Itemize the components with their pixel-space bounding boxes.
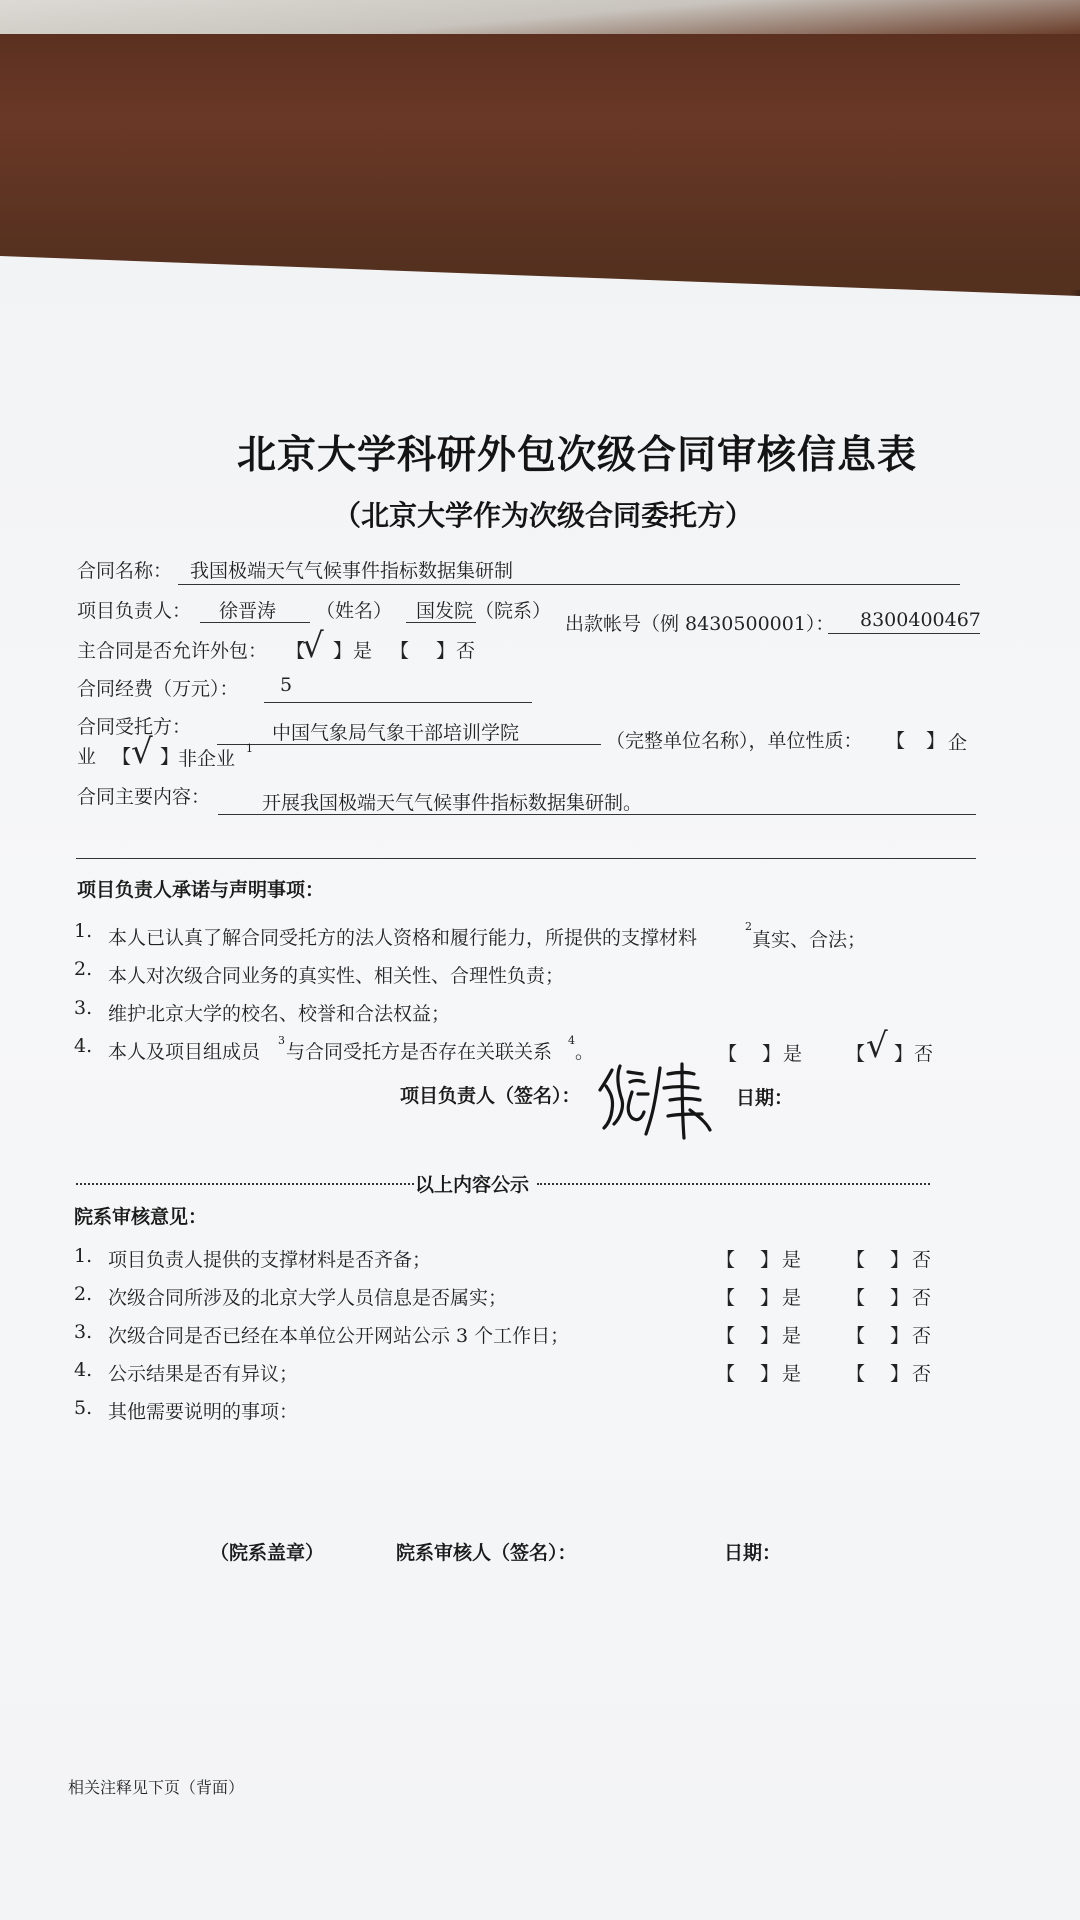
- footnote-marker-4: 4: [568, 1034, 575, 1047]
- account-label: 出款帐号（例 8430500001）：: [565, 613, 835, 635]
- reviewer-signature-label: 院系审核人（签名）：: [396, 1542, 577, 1564]
- fee-value: 5: [280, 674, 293, 696]
- footnote-marker-2: 2: [745, 920, 752, 933]
- pledge-item-1-text-a: 本人已认真了解合同受托方的法人资格和履行能力，所提供的支撑材料: [108, 927, 698, 949]
- pi-signature-label: 项目负责人（签名）：: [400, 1085, 581, 1107]
- divider-right-dots: [537, 1183, 930, 1185]
- review-item-4-text: 公示结果是否有异议；: [108, 1363, 299, 1385]
- divider-left-dots: [76, 1183, 414, 1185]
- pledge-item-4-text-a: 本人及项目组成员: [108, 1041, 261, 1063]
- review-3-yes-label: 是: [782, 1325, 802, 1347]
- review-item-2-num: 2.: [74, 1283, 93, 1305]
- outsourcing-yes-label: 是: [353, 640, 373, 662]
- review-3-no-bracket-close: 】: [890, 1325, 910, 1347]
- review-2-no-label: 否: [912, 1287, 932, 1309]
- nature-enterprise-bracket-open: 【: [886, 730, 906, 752]
- contract-name-value: 我国极端天气气候事件指标数据集研制: [190, 560, 514, 582]
- dept-suffix: （院系）: [475, 600, 552, 622]
- content-value: 开展我国极端天气气候事件指标数据集研制。: [262, 792, 643, 814]
- review-4-no-bracket-open: 【: [846, 1363, 866, 1385]
- outsourcing-yes-bracket-open: 【: [286, 640, 306, 662]
- pledge-item-3-num: 3.: [74, 997, 93, 1019]
- pledge-4-yes-label: 是: [783, 1043, 803, 1065]
- document-subtitle: （北京大学作为次级合同委托方）: [333, 499, 754, 532]
- document-title: 北京大学科研外包次级合同审核信息表: [237, 433, 918, 478]
- outsourcing-yes-bracket-close: 】: [333, 640, 353, 662]
- nature-enterprise-text-b: 业: [77, 746, 97, 768]
- pledge-item-3-text: 维护北京大学的校名、校誉和合法权益；: [108, 1003, 451, 1025]
- footnote-marker-1: 1: [246, 742, 253, 755]
- review-1-yes-bracket-close: 】: [760, 1249, 780, 1271]
- review-item-4-num: 4.: [74, 1359, 93, 1381]
- review-3-yes-bracket-open: 【: [716, 1325, 736, 1347]
- review-item-5-text: 其他需要说明的事项：: [108, 1401, 299, 1423]
- review-4-yes-bracket-open: 【: [716, 1363, 736, 1385]
- fee-underline: [264, 702, 532, 703]
- review-4-yes-label: 是: [782, 1363, 802, 1385]
- nature-nonenterprise-bracket-close: 】: [160, 746, 180, 768]
- desk-background: [0, 0, 1080, 34]
- pledge-4-yes-bracket-close: 】: [762, 1043, 782, 1065]
- pledge-item-4-text-b: 与合同受托方是否存在关联关系: [286, 1041, 553, 1063]
- footnote-marker-3: 3: [278, 1034, 285, 1047]
- review-3-no-bracket-open: 【: [846, 1325, 866, 1347]
- pledge-item-4-num: 4.: [74, 1035, 93, 1057]
- review-2-yes-bracket-open: 【: [716, 1287, 736, 1309]
- review-4-no-label: 否: [912, 1363, 932, 1385]
- outsourcing-no-label: 否: [456, 640, 476, 662]
- pledge-item-1-num: 1.: [74, 920, 93, 942]
- trustee-label: 合同受托方：: [77, 716, 192, 738]
- divider-text: 以上内容公示: [415, 1174, 530, 1196]
- pledge-4-no-bracket-open: 【: [846, 1043, 866, 1065]
- check-mark-non-enterprise: √: [131, 732, 153, 772]
- handwritten-signature: [598, 1058, 748, 1148]
- content-blank-line: [76, 858, 976, 859]
- review-2-no-bracket-close: 】: [890, 1287, 910, 1309]
- dept-value: 国发院: [416, 600, 474, 622]
- trustee-value: 中国气象局气象干部培训学院: [272, 722, 520, 744]
- contract-name-underline: [178, 584, 960, 585]
- outsourcing-no-bracket-open: 【: [390, 640, 410, 662]
- pi-value: 徐晋涛: [219, 600, 277, 622]
- pi-underline: [200, 622, 310, 623]
- nature-enterprise-text-a: 企: [948, 732, 968, 754]
- review-3-yes-bracket-close: 】: [760, 1325, 780, 1347]
- review-date-label: 日期：: [724, 1542, 782, 1564]
- account-value: 8300400467: [860, 609, 981, 631]
- review-2-no-bracket-open: 【: [846, 1287, 866, 1309]
- review-1-yes-bracket-open: 【: [716, 1249, 736, 1271]
- outsourcing-no-bracket-close: 】: [436, 640, 456, 662]
- footer-note: 相关注释见下页（背面）: [68, 1778, 245, 1797]
- pledge-4-yes-bracket-open: 【: [718, 1043, 738, 1065]
- pledge-item-2-num: 2.: [74, 958, 93, 980]
- review-4-yes-bracket-close: 】: [760, 1363, 780, 1385]
- review-3-no-label: 否: [912, 1325, 932, 1347]
- review-2-yes-label: 是: [782, 1287, 802, 1309]
- account-underline: [828, 633, 980, 634]
- review-item-3-text: 次级合同是否已经在本单位公开网站公示 3 个工作日；: [108, 1325, 570, 1347]
- review-1-yes-label: 是: [782, 1249, 802, 1271]
- pledge-item-4-text-c: 。: [575, 1041, 595, 1063]
- pledge-4-no-bracket-close: 】: [894, 1043, 914, 1065]
- content-label: 合同主要内容：: [77, 786, 211, 808]
- check-mark-outsourcing-yes: √: [302, 626, 324, 666]
- review-1-no-bracket-open: 【: [846, 1249, 866, 1271]
- review-1-no-label: 否: [912, 1249, 932, 1271]
- contract-name-label: 合同名称：: [77, 560, 173, 582]
- pi-label: 项目负责人：: [77, 600, 192, 622]
- review-item-5-num: 5.: [74, 1397, 93, 1419]
- dept-underline: [406, 622, 476, 623]
- pi-suffix: （姓名）: [316, 600, 393, 622]
- review-4-no-bracket-close: 】: [890, 1363, 910, 1385]
- nature-nonenterprise-label: 非企业: [178, 748, 236, 770]
- pledge-4-no-label: 否: [914, 1043, 934, 1065]
- nature-nonenterprise-bracket-open: 【: [112, 746, 132, 768]
- review-item-3-num: 3.: [74, 1321, 93, 1343]
- outsourcing-label: 主合同是否允许外包：: [77, 640, 268, 662]
- review-heading: 院系审核意见：: [74, 1206, 208, 1228]
- check-mark-pledge-4-no: √: [866, 1026, 888, 1066]
- pledge-heading: 项目负责人承诺与声明事项：: [77, 879, 325, 901]
- review-item-1-num: 1.: [74, 1245, 93, 1267]
- content-underline: [218, 814, 976, 815]
- review-item-2-text: 次级合同所涉及的北京大学人员信息是否属实；: [108, 1287, 508, 1309]
- nature-enterprise-bracket-close: 】: [926, 730, 946, 752]
- review-item-1-text: 项目负责人提供的支撑材料是否齐备；: [108, 1249, 432, 1271]
- trustee-suffix: （完整单位名称），单位性质：: [606, 730, 863, 752]
- pi-date-label: 日期：: [736, 1087, 794, 1109]
- dept-stamp-label: （院系盖章）: [210, 1542, 325, 1564]
- trustee-underline: [217, 744, 601, 745]
- review-2-yes-bracket-close: 】: [760, 1287, 780, 1309]
- review-1-no-bracket-close: 】: [890, 1249, 910, 1271]
- pledge-item-2-text: 本人对次级合同业务的真实性、相关性、合理性负责；: [108, 965, 565, 987]
- fee-label: 合同经费（万元）：: [77, 678, 239, 700]
- pledge-item-1-text-b: 真实、合法；: [752, 929, 867, 951]
